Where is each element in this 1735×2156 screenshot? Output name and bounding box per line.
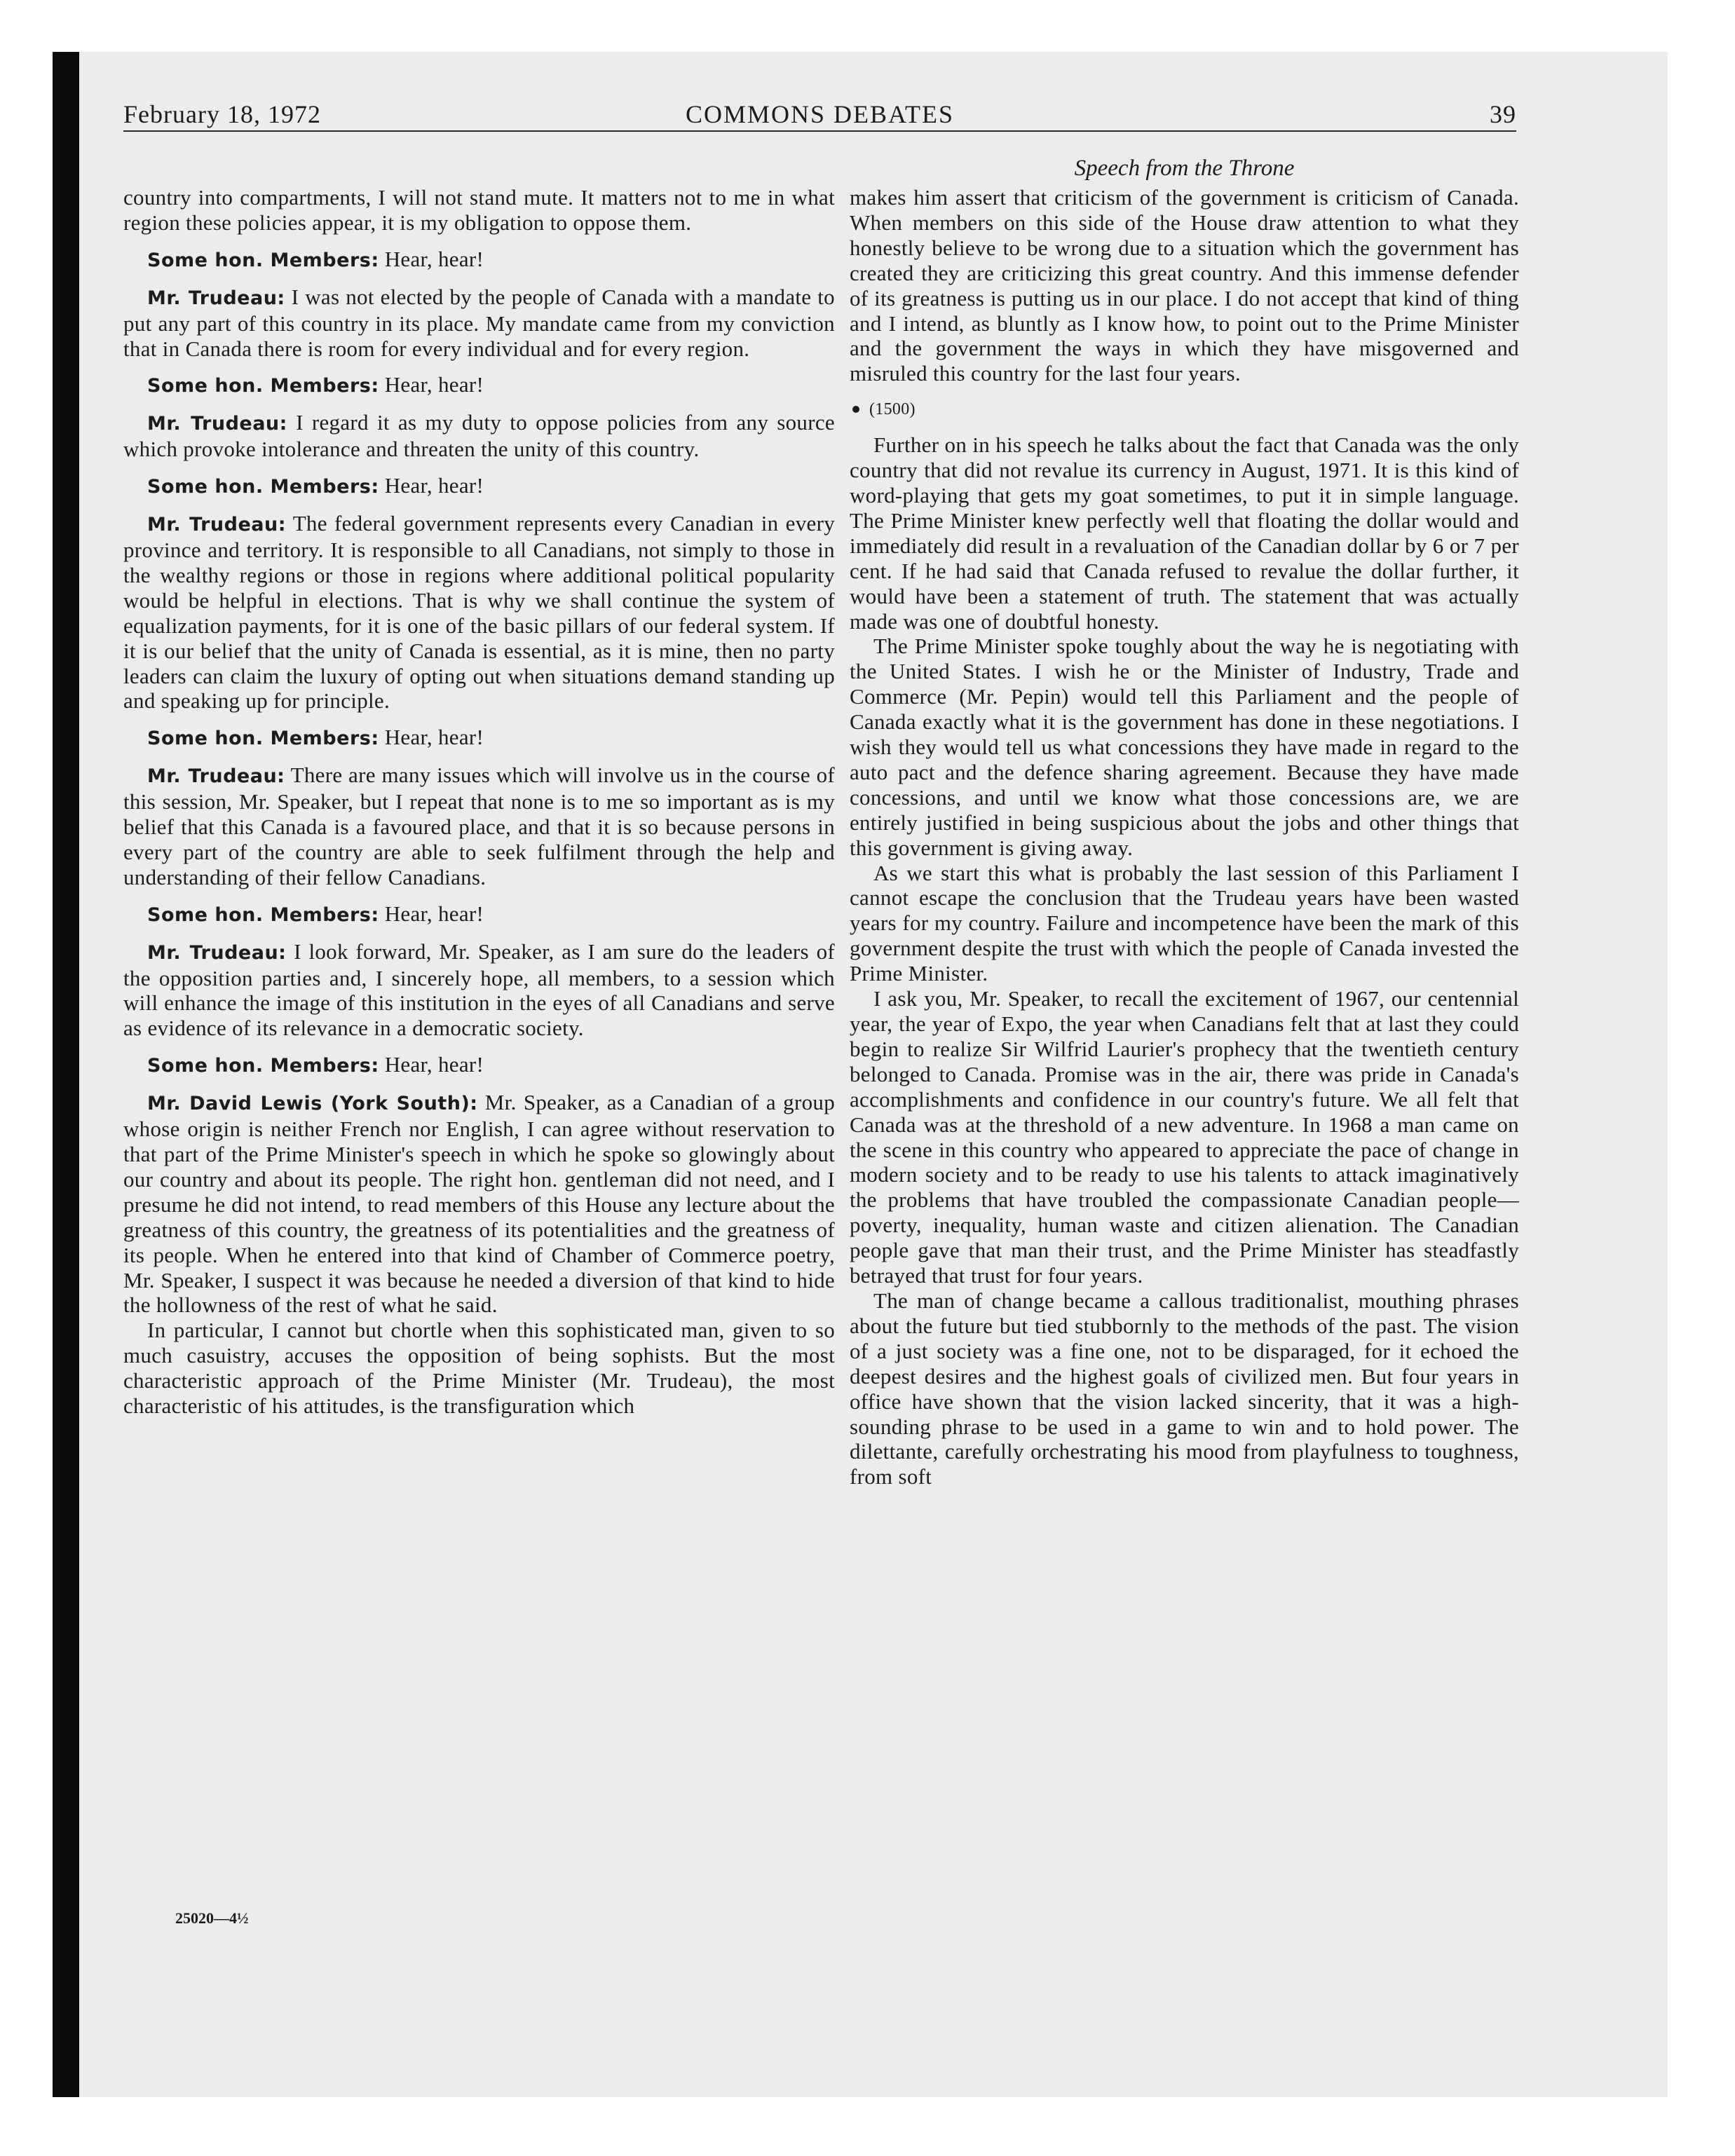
speech-paragraph: Mr. Trudeau: There are many issues which will involve us in the course of this session, Mr. Speaker, but I repeat that none is to me so important as is my belief that this Canada is a favoured place, and that it is so because persons in every part of the country are able to seek fulfilment through the help and understanding of their fellow Canadians. [123,763,835,889]
page-number: 39 [1490,100,1516,128]
speaker-name: Mr. Trudeau: [147,941,287,964]
paragraph: country into compartments, I will not stand mute. It matters not to me in what region these policies appear, it is my obligation to oppose them. [123,185,835,235]
interjection: Some hon. Members: Hear, hear! [147,246,484,271]
paragraph: In particular, I cannot but chortle when this sophisticated man, given to so much casuistry, accuses the opposition of being sophists. But the most characteristic approach of the Prime Minister (Mr. Trudeau), the most characteristic of his attitudes, is the transfiguration which [123,1318,835,1419]
speech-paragraph: Mr. David Lewis (York South): Mr. Speaker, as a Canadian of a group whose origin is neither French nor English, I can agree without reservation to that part of the Prime Minister's speech in which he spoke so glowingly about our country and about its people. The right hon. gentleman did not need, and I presume he did not intend, to read members of this House any lecture about the greatness of this country, the greatness of its potentialities and the greatness of its people. When he entered into that kind of Chamber of Commerce poetry, Mr. Speaker, I suspect it was because he needed a diversion of that kind to hide the hollowness of the rest of what he said. [123,1090,835,1318]
speech-paragraph: Mr. Trudeau: The federal government represents every Canadian in every province and territory. It is responsible to all Canadians, not simply to those in the wealthy regions or those in regions where additional political popularity would be helpful in elections. That is why we shall continue the system of equalization payments, for it is one of the basic pillars of our federal system. If it is our belief that the unity of Canada is essential, as it is mine, then no party leaders can claim the luxury of opting out when situations demand standing up and speaking up for principle. [123,511,835,714]
interjection: Some hon. Members: Hear, hear! [147,372,484,397]
speech-paragraph: Mr. Trudeau: I was not elected by the people of Canada with a mandate to put any part of this country in its place. My mandate came from my conviction that in Canada there is room for every individual and for every region. [123,284,835,361]
paragraph: The man of change became a callous traditionalist, mouthing phrases about the future but tied stubbornly to the methods of the past. The vision of a just society was a fine one, not to be disparaged, for it echoed the deepest desires and the highest goals of civilized men. But four years in office have shown that the vision lacked sincerity, that it was a high-sounding phrase to be used in a game to win and to hold power. The dilettante, carefully orchestrating his mood from playfulness to toughness, from soft [850,1288,1519,1489]
speaker-name: Some hon. Members: [147,476,379,498]
interjection: Some hon. Members: Hear, hear! [147,1052,484,1077]
paragraph: As we start this what is probably the last session of this Parliament I cannot escape the conclusion that the Trudeau years have been wasted years for my country. Failure and incompetence have been the mark of this government despite the trust with which the people of Canada invested the Prime Minister. [850,860,1519,986]
page-header [123,100,1516,135]
paragraph: I ask you, Mr. Speaker, to recall the excitement of 1967, our centennial year, the year of Expo, the year when Canadians felt that at last they could begin to realize Sir Wilfrid Laurier's prophecy that the twentieth century belonged to Canada. Promise was in the air, there was pride in Canada's accomplishments and confidence in our country's future. We all felt that Canada was at the threshold of a new adventure. In 1968 a man came on the scene in this country who appeared to appreciate the pace of change in modern society and to be ready to use his talents to attack imaginatively the problems that have troubled the compassionate Canadian people—poverty, inequality, human waste and citizen alienation. The Canadian people gave that man their trust, and the Prime Minister has steadfastly betrayed that trust for four years. [850,986,1519,1288]
speaker-name: Some hon. Members: [147,903,379,926]
speaker-name: Some hon. Members: [147,728,379,750]
speech-paragraph: Mr. Trudeau: I look forward, Mr. Speaker, as I am sure do the leaders of the opposition parties and, I sincerely hope, all members, to a session which will enhance the image of this institution in the eyes of all Canadians and serve as evidence of its relevance in a democratic society. [123,939,835,1041]
header-date: February 18, 1972 [123,100,321,128]
left-column [123,185,835,1419]
header-title: COMMONS DEBATES [685,100,955,128]
interjection: Some hon. Members: Hear, hear! [147,725,484,750]
paragraph: Further on in his speech he talks about the fact that Canada was the only country that did not revalue its currency in August, 1971. It is this kind of word-playing that gets my goat sometimes, to put it in simple language. The Prime Minister knew perfectly well that floating the dollar would and immediately did result in a revaluation of the Canadian dollar by 6 or 7 per cent. If he had said that Canada refused to revalue the dollar further, it would have been a statement of truth. The statement that was actually made was one of doubtful honesty. [850,432,1519,634]
binding-edge [53,52,79,2097]
header-rule [123,130,1516,132]
speaker-name: Mr. Trudeau: [147,287,285,309]
paragraph: The Prime Minister spoke toughly about the way he is negotiating with the United States. I wish he or the Minister of Industry, Trade and Commerce (Mr. Pepin) would tell this Parliament and the people of Canada exactly what it is the government has done in these negotiations. I wish they would tell us what concessions they have made in regard to the auto pact and the defence sharing agreement. Because they have made concessions, and until we know what those concessions are, we are entirely justified in being suspicious about the jobs and other things that this government is giving away. [850,634,1519,860]
speaker-name: Some hon. Members: [147,249,379,271]
speaker-name: Some hon. Members: [147,375,379,397]
right-column [850,185,1519,1489]
speech-paragraph: Mr. Trudeau: I regard it as my duty to oppose policies from any source which provoke intolerance and threaten the unity of this country. [123,410,835,462]
print-code: 25020—4½ [175,1909,249,1927]
paragraph: makes him assert that criticism of the government is criticism of Canada. When members on this side of the House draw attention to what they honestly believe to be wrong due to a situation which the government has created they are criticizing this great country. And this immense defender of its greatness is putting us in our place. I do not accept that kind of thing and I intend, as bluntly as I know how, to point out to the Prime Minister and the government the ways in which they have misgoverned and misruled this country for the last four years. [850,185,1519,386]
time-marker: (1500) [850,397,1519,423]
speaker-name: Mr. Trudeau: [147,413,287,435]
speaker-name: Mr. David Lewis (York South): [147,1093,478,1115]
bullet-icon [852,406,859,413]
speaker-name: Mr. Trudeau: [147,765,285,788]
section-title: Speech from the Throne [1074,156,1295,181]
speaker-name: Some hon. Members: [147,1055,379,1077]
speaker-name: Mr. Trudeau: [147,514,287,536]
interjection: Some hon. Members: Hear, hear! [147,473,484,498]
interjection: Some hon. Members: Hear, hear! [147,901,484,926]
